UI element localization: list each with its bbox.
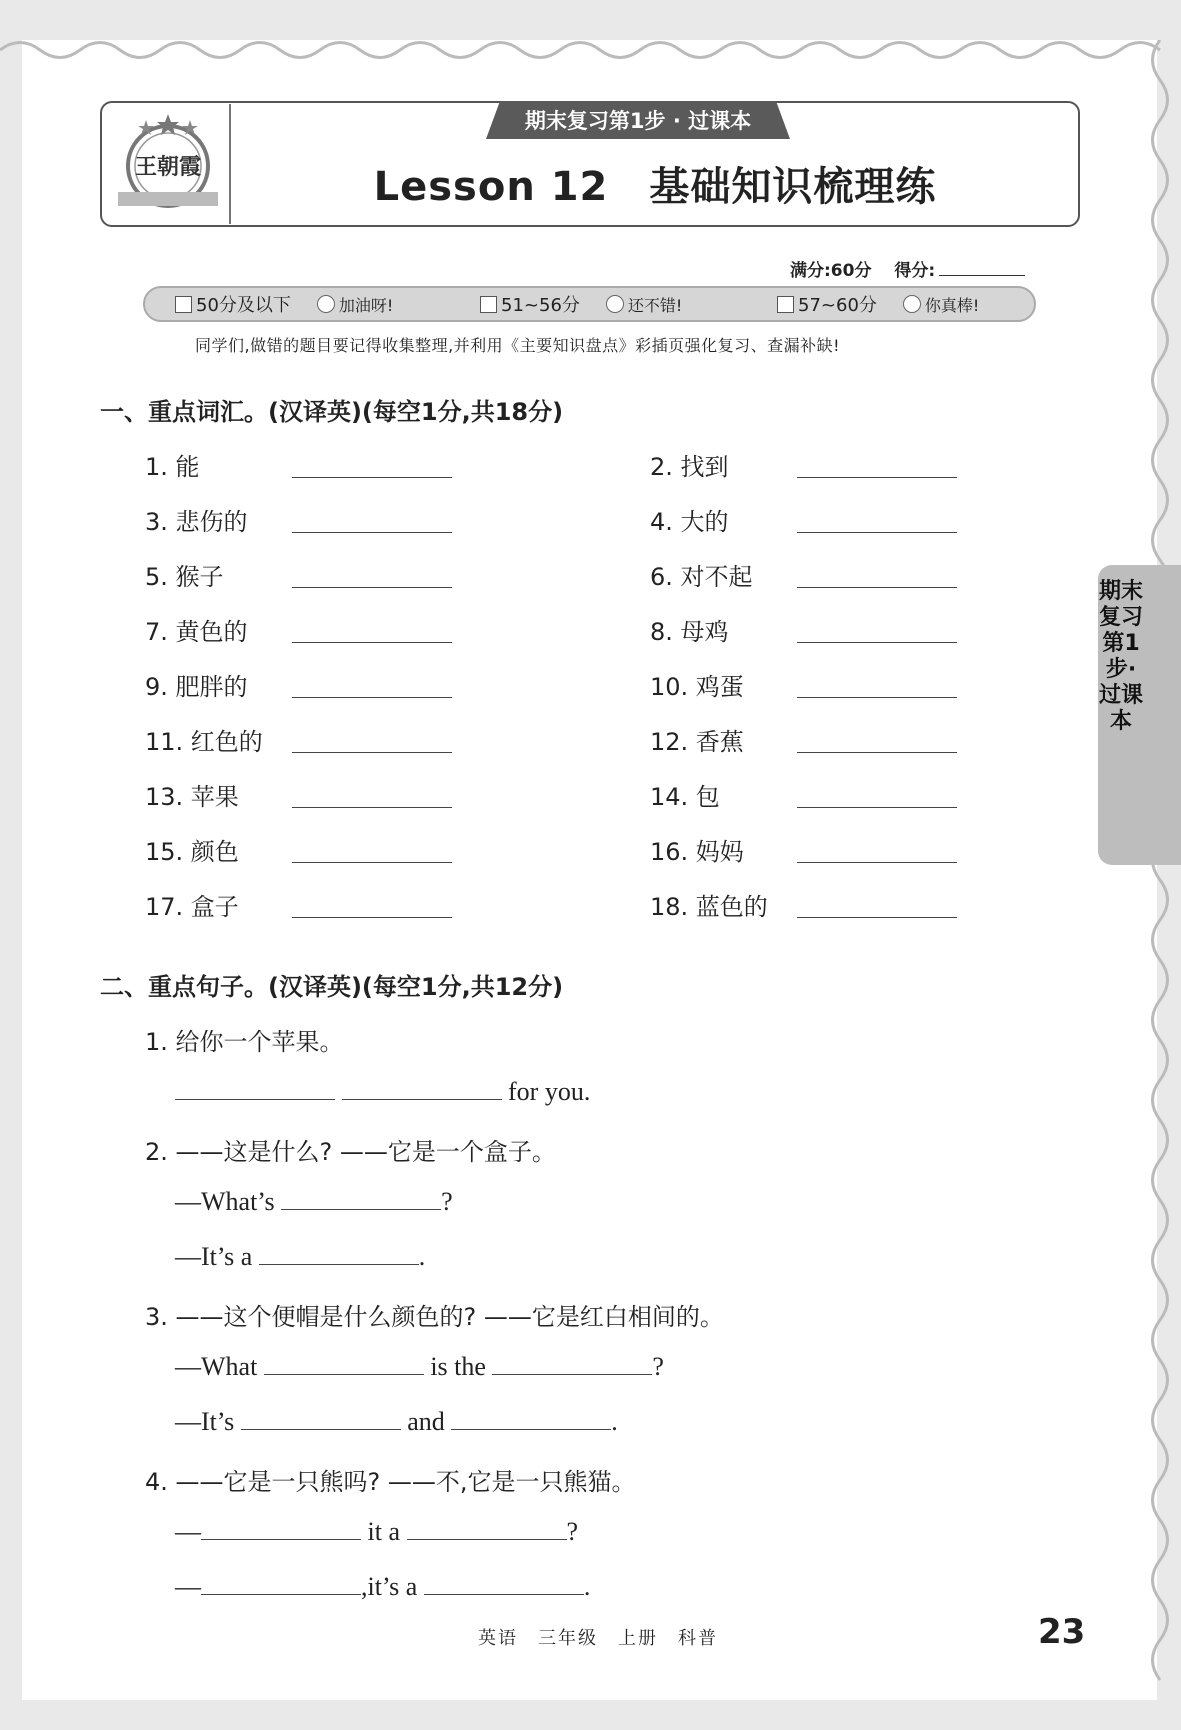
answer-blank[interactable]	[241, 1407, 401, 1430]
vocab-prompt: 1. 能	[145, 453, 200, 481]
vocab-item	[145, 832, 239, 867]
grade-range: 50分及以下	[196, 295, 291, 316]
grade-mid	[480, 288, 682, 320]
vocab-prompt: 2. 找到	[650, 453, 729, 481]
vocab-prompt: 8. 母鸡	[650, 618, 729, 646]
answer-blank[interactable]	[797, 642, 957, 643]
score-label: 得分:	[894, 261, 936, 281]
section1-title: 一、重点词汇。(汉译英)(每空1分,共18分)	[100, 398, 564, 426]
score-blank[interactable]	[939, 275, 1025, 276]
answer-blank[interactable]	[797, 862, 957, 863]
answer-blank[interactable]	[292, 587, 452, 588]
q2-line-b: —It’s a .	[175, 1242, 426, 1271]
grade-msg: 还不错!	[627, 295, 683, 315]
side-tab-text: 期末复习第1步·过课本	[1098, 579, 1143, 734]
answer-blank[interactable]	[451, 1407, 611, 1430]
answer-blank[interactable]	[342, 1077, 502, 1100]
vocab-prompt: 18. 蓝色的	[650, 893, 768, 921]
answer-blank[interactable]	[292, 752, 452, 753]
grade-range: 51~56分	[501, 295, 580, 316]
grade-range: 57~60分	[798, 295, 877, 316]
vocab-prompt: 12. 香蕉	[650, 728, 744, 756]
vocab-item	[145, 447, 200, 482]
answer-blank[interactable]	[281, 1187, 441, 1210]
section2-title: 二、重点句子。(汉译英)(每空1分,共12分)	[100, 973, 564, 1001]
q3-line-b: —It’s and .	[175, 1407, 618, 1436]
vocab-prompt: 6. 对不起	[650, 563, 753, 591]
answer-blank[interactable]	[201, 1572, 361, 1595]
side-tab	[1098, 565, 1181, 865]
q2-line-a: —What’s ?	[175, 1187, 453, 1216]
q4-line-b: — ,it’s a .	[175, 1572, 591, 1601]
page-title: Lesson 12 基础知识梳理练	[373, 164, 937, 210]
answer-blank[interactable]	[492, 1352, 652, 1375]
grade-msg: 加油呀!	[338, 295, 394, 315]
checkbox[interactable]	[480, 296, 497, 313]
vocab-prompt: 13. 苹果	[145, 783, 239, 811]
vocab-item	[145, 612, 248, 647]
answer-blank[interactable]	[797, 532, 957, 533]
answer-blank[interactable]	[407, 1517, 567, 1540]
vocab-prompt: 5. 猴子	[145, 563, 224, 591]
vocab-prompt: 15. 颜色	[145, 838, 239, 866]
grade-high	[777, 288, 979, 320]
q2-prompt: 2. ——这是什么? ——它是一个盒子。	[145, 1138, 556, 1166]
vocab-prompt: 3. 悲伤的	[145, 508, 248, 536]
answer-blank[interactable]	[797, 697, 957, 698]
q4-prompt: 4. ——它是一只熊吗? ——不,它是一只熊猫。	[145, 1468, 636, 1496]
publisher-logo	[112, 108, 224, 220]
answer-blank[interactable]	[264, 1352, 424, 1375]
answer-blank[interactable]	[292, 532, 452, 533]
vocab-prompt: 16. 妈妈	[650, 838, 744, 866]
page-number: 23	[1038, 1612, 1086, 1652]
q3-line-a: —What is the ?	[175, 1352, 664, 1381]
footer-text: 英语 三年级 上册 科普	[478, 1628, 718, 1649]
answer-blank[interactable]	[175, 1077, 335, 1100]
full-score: 满分:60分	[790, 261, 872, 281]
answer-blank[interactable]	[259, 1242, 419, 1265]
vocab-prompt: 9. 肥胖的	[145, 673, 248, 701]
answer-blank[interactable]	[292, 917, 452, 918]
answer-blank[interactable]	[201, 1517, 361, 1540]
grade-bar	[143, 286, 1036, 322]
q1-answer: for you.	[175, 1077, 590, 1107]
answer-blank[interactable]	[797, 477, 957, 478]
answer-blank[interactable]	[424, 1572, 584, 1595]
smiley-icon	[317, 295, 335, 313]
vocab-item	[650, 722, 744, 757]
answer-blank[interactable]	[292, 477, 452, 478]
vocab-item	[650, 832, 744, 867]
vocab-item	[145, 887, 239, 922]
grade-msg: 你真棒!	[924, 295, 980, 315]
vocab-prompt: 17. 盒子	[145, 893, 239, 921]
notice-text: 同学们,做错的题目要记得收集整理,并利用《主要知识盘点》彩插页强化复习、查漏补缺!	[195, 336, 841, 355]
vocab-item	[650, 777, 720, 812]
vocab-item	[650, 667, 744, 702]
vocab-prompt: 10. 鸡蛋	[650, 673, 744, 701]
vocab-item	[650, 557, 753, 592]
wavy-border-top	[0, 30, 1181, 70]
q4-line-a: — it a ?	[175, 1517, 579, 1546]
wavy-border-right	[1140, 40, 1180, 1710]
score-line	[790, 256, 1025, 281]
q1-prompt: 1. 给你一个苹果。	[145, 1028, 344, 1056]
banner-text: 期末复习第1步 · 过课本	[524, 109, 752, 133]
vocab-prompt: 4. 大的	[650, 508, 729, 536]
vocab-prompt: 11. 红色的	[145, 728, 263, 756]
answer-blank[interactable]	[292, 642, 452, 643]
vocab-item	[145, 722, 263, 757]
grade-low	[175, 288, 393, 320]
vocab-item	[650, 887, 768, 922]
answer-blank[interactable]	[292, 862, 452, 863]
answer-blank[interactable]	[797, 587, 957, 588]
vocab-prompt: 7. 黄色的	[145, 618, 248, 646]
svg-text:王朝霞: 王朝霞	[134, 154, 202, 180]
section-banner	[486, 101, 790, 139]
answer-blank[interactable]	[292, 807, 452, 808]
answer-blank[interactable]	[797, 917, 957, 918]
answer-blank[interactable]	[797, 752, 957, 753]
vocab-item	[145, 667, 248, 702]
vocab-prompt: 14. 包	[650, 783, 720, 811]
vocab-item	[650, 612, 729, 647]
vocab-item	[145, 777, 239, 812]
vocab-item	[650, 502, 729, 537]
q3-prompt: 3. ——这个便帽是什么颜色的? ——它是红白相间的。	[145, 1303, 724, 1331]
vocab-item	[145, 502, 248, 537]
checkbox[interactable]	[777, 296, 794, 313]
vocab-item	[650, 447, 729, 482]
checkbox[interactable]	[175, 296, 192, 313]
answer-blank[interactable]	[797, 807, 957, 808]
smiley-icon	[606, 295, 624, 313]
vocab-item	[145, 557, 224, 592]
answer-blank[interactable]	[292, 697, 452, 698]
smiley-icon	[903, 295, 921, 313]
